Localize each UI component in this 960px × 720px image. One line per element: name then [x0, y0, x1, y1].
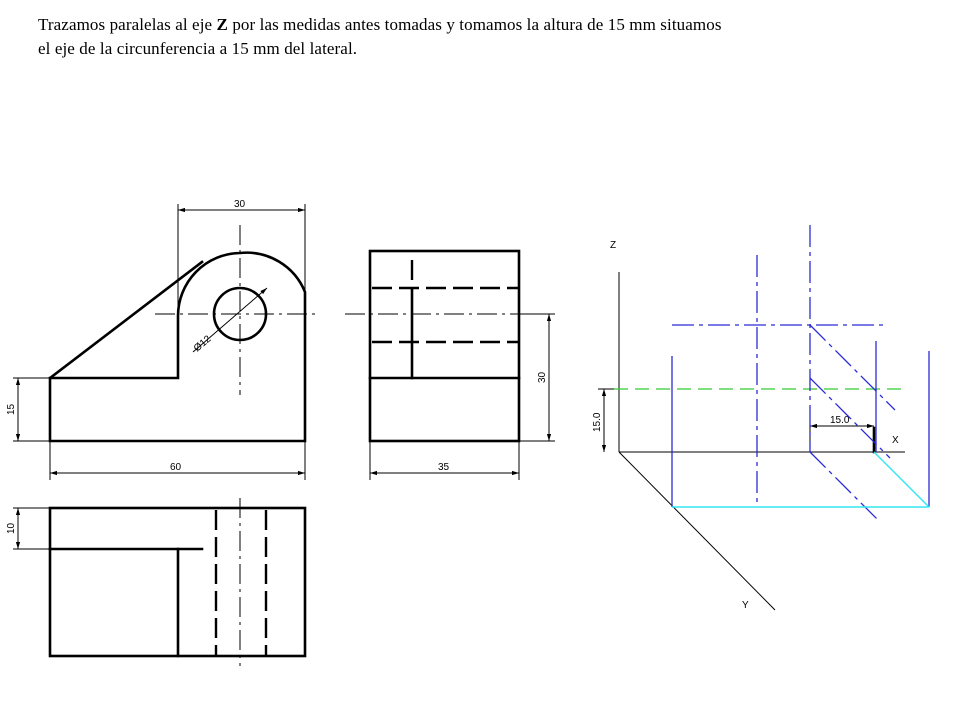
front-view	[6, 199, 320, 480]
front-dim-30: 30	[234, 199, 246, 210]
axis-x-label: X	[892, 435, 899, 446]
blue-diagonal-3	[810, 452, 880, 522]
caption-line-1-start: Trazamos paralelas al eje	[38, 15, 217, 34]
caption-line-2: el eje de la circunferencia a 15 mm del lateral.	[38, 39, 358, 58]
side-view-outline	[370, 251, 519, 441]
side-dim-35: 35	[438, 462, 450, 473]
axis-y-line	[619, 452, 775, 610]
axonometric-construction	[592, 225, 929, 611]
blue-diagonal-1	[810, 325, 895, 410]
caption-line-1-end: por las medidas antes tomadas y tomamos la altura de 15 mm situamos	[227, 15, 722, 34]
side-dim-30: 30	[537, 371, 548, 383]
front-dim-15: 15	[6, 403, 17, 415]
axo-dim-offset: 15.0	[830, 415, 850, 426]
cyan-diagonal-line	[874, 452, 929, 507]
axis-z-label: Z	[610, 240, 617, 251]
caption-axis-z: Z	[216, 15, 228, 34]
axis-y-label: Y	[742, 600, 749, 611]
axo-dim-height: 15.0	[592, 412, 603, 432]
front-dim-60: 60	[170, 462, 182, 473]
side-view	[345, 251, 555, 480]
top-dim-10: 10	[6, 522, 17, 534]
top-view	[6, 498, 305, 666]
front-dim-diameter: Ø12	[191, 333, 214, 355]
blue-diagonal-2	[810, 378, 890, 458]
